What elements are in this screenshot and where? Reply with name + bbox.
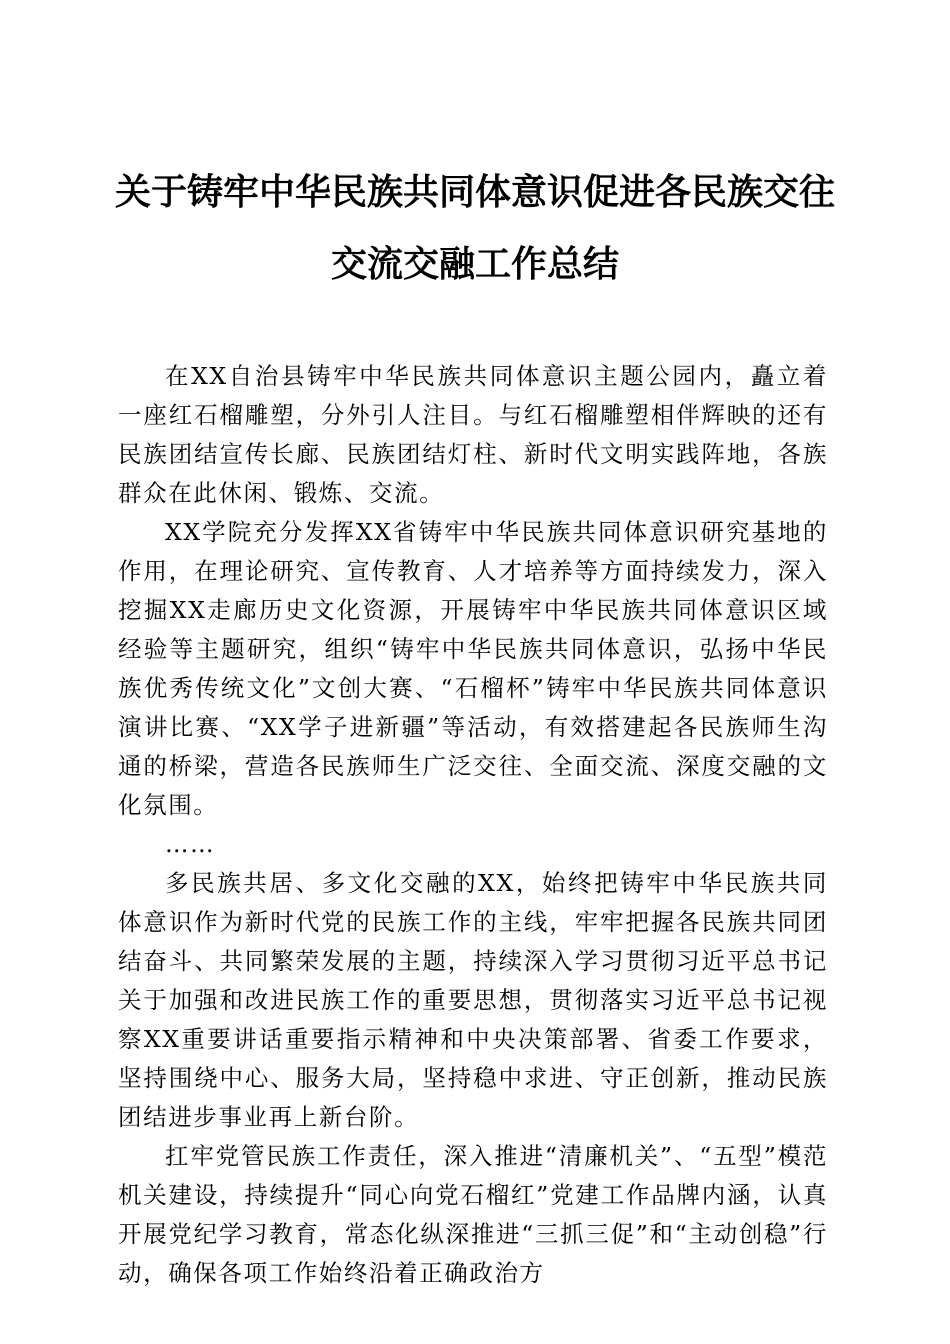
document-title-line-1: 关于铸牢中华民族共同体意识促进各民族交往: [114, 171, 835, 213]
paragraph-4: 扛牢党管民族工作责任，深入推进“清廉机关”、“五型”模范机关建设，持续提升“同心向党石榴红”党建工作品牌内涵，认真开展党纪学习教育，常态化纵深推进“三抓三促”和“主动创稳”行动，确保各项工作始终沿着正确政治方: [118, 1142, 828, 1287]
document-title-line-2: 交流交融工作总结: [330, 243, 619, 285]
paragraph-2: XX学院充分发挥XX省铸牢中华民族共同体意识研究基地的作用，在理论研究、宣传教育、人才培养等方面持续发力，深入挖掘XX走廊历史文化资源，开展铸牢中华民族共同体意识区域经验等主题研究，组织“铸牢中华民族共同体意识，弘扬中华民族优秀传统文化”文创大赛、“石榴杯”铸牢中华民族共同体意识演讲比赛、“XX学子进新疆”等活动，有效搭建起各民族师生沟通的桥梁，营造各民族师生广泛交往、全面交流、深度交融的文化氛围。: [118, 518, 828, 819]
document-body: [118, 357, 828, 1293]
paragraph-1: 在XX自治县铸牢中华民族共同体意识主题公园内，矗立着一座红石榴雕塑，分外引人注目。与红石榴雕塑相伴辉映的还有民族团结宣传长廊、民族团结灯柱、新时代文明实践阵地，各族群众在此休闲、锻炼、交流。: [118, 362, 828, 507]
paragraph-3: 多民族共居、多文化交融的XX，始终把铸牢中华民族共同体意识作为新时代党的民族工作的主线，牢牢把握各民族共同团结奋斗、共同繁荣发展的主题，持续深入学习贯彻习近平总书记关于加强和改进民族工作的重要思想，贯彻落实习近平总书记视察XX重要讲话重要指示精神和中央决策部署、省委工作要求，坚持围绕中心、服务大局，坚持稳中求进、守正创新，推动民族团结进步事业再上新台阶。: [118, 869, 828, 1131]
ellipsis-paragraph: ……: [165, 830, 216, 858]
